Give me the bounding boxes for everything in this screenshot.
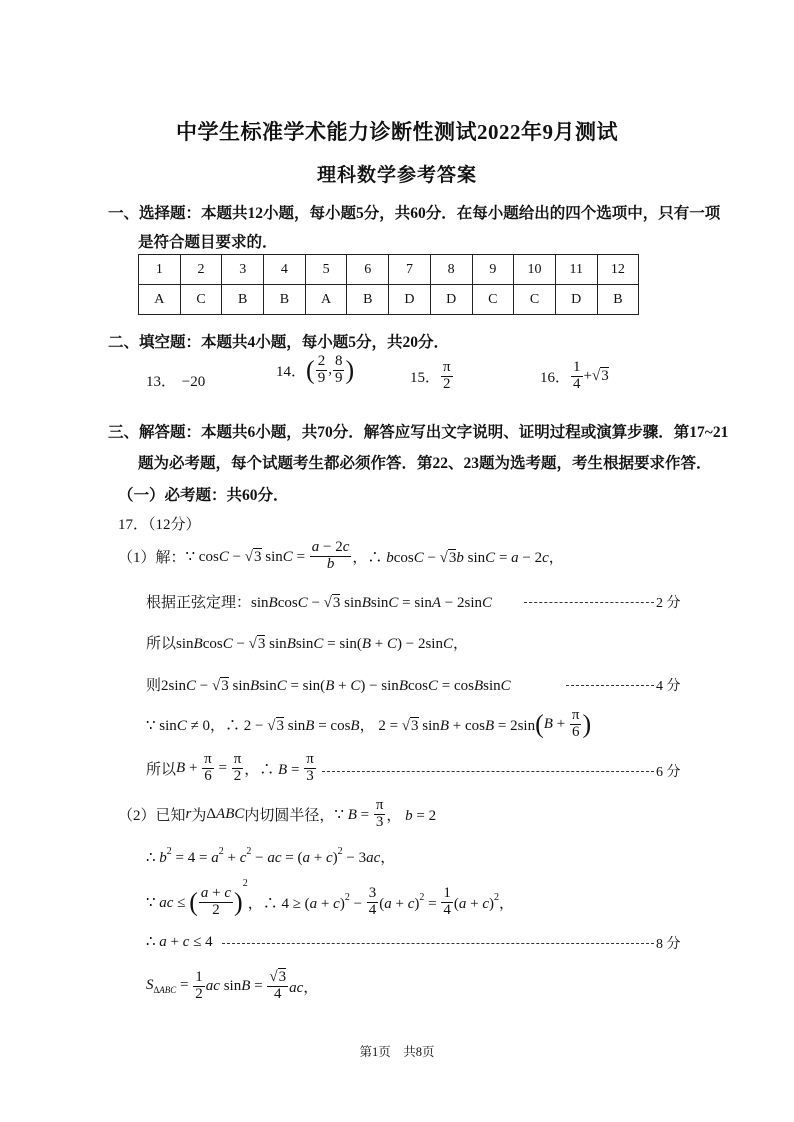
q16-label: 16．: [540, 369, 571, 386]
then-prefix: 则: [146, 678, 162, 694]
table-cell: 3: [222, 255, 264, 285]
q13-label: 13．: [146, 374, 177, 390]
solution-line-5: ∵ sinC ≠ 0，∴ 2 − √3 sinB = cosB， 2 = √3 sinB + cosB = 2sin(B + $\frac{\pi}{6}$ ): [146, 707, 592, 740]
table-row-answers: [139, 285, 639, 315]
section1-heading: 一、选择题：本题共12小题，每小题5分，共60分．在每小题给出的四个选项中，只有一项: [108, 205, 721, 222]
score-8: 8 分: [656, 937, 681, 952]
table-cell: 2: [180, 255, 222, 285]
solution-line-8: ∴ $b^2 = 4 = a^2 + c^2$ − ac = $(a + c)^2 - 3ac$，: [146, 846, 396, 866]
solution-line-1: （1）解：∵ cosC − √3 sinC = $\frac{a - 2c}{b}$ ，∴ bcosC − √3b sinC = a − 2c，: [118, 539, 564, 572]
fill-answer-13: [146, 370, 205, 391]
part2-mid2: 内切圆半径，: [244, 807, 335, 824]
solution-line-7: （2）已知r为ΔABC内切圆半径，∵ B = $\frac{\pi}{3}$ ， b = 2: [118, 797, 437, 830]
solution-line-10: ∴ a + c ≤ 4: [146, 934, 213, 950]
so2-prefix: 所以: [146, 761, 177, 778]
table-cell: D: [430, 285, 472, 315]
table-cell: 5: [305, 255, 347, 285]
page-footer: 第1页 共8页: [359, 1045, 435, 1059]
leader-dots: [222, 943, 654, 944]
part2-prefix: （2）已知: [118, 807, 186, 824]
table-cell: 10: [514, 255, 556, 285]
solution-line-3: 所以sinBcosC − √3 sinBsinC = sin(B + C) − 2sinC，: [146, 636, 469, 652]
section2-heading: 二、填空题：本题共4小题，每小题5分，共20分．: [108, 334, 450, 351]
fill-answer-16: 16． $\frac{1}{4}$ +√3: [540, 359, 609, 392]
table-cell: 1: [139, 255, 181, 285]
table-cell: C: [514, 285, 556, 315]
q17-label: 17．（12分）: [118, 517, 201, 533]
page-title: 中学生标准学术能力诊断性测试2022年9月测试: [176, 120, 618, 144]
leader-dots: [524, 602, 654, 603]
table-cell: A: [139, 285, 181, 315]
part2-mid: 为: [191, 807, 207, 824]
table-cell: D: [555, 285, 597, 315]
q15-label: 15．: [410, 369, 441, 386]
table-cell: 8: [430, 255, 472, 285]
table-cell: B: [347, 285, 389, 315]
so-prefix: 所以: [146, 636, 177, 652]
solution-line-4: 则2sinC − √3 sinBsinC = sin(B + C) − sinBcosC = cosBsinC: [146, 678, 511, 694]
q14-label: 14．: [276, 363, 307, 380]
leader-dots: [322, 771, 654, 772]
q13-answer: −20: [181, 374, 206, 390]
table-cell: 4: [264, 255, 306, 285]
table-cell: 11: [555, 255, 597, 285]
section3-heading-cont: 题为必考题，每个试题考生都必须作答．第22、23题为选考题，考生根据要求作答．: [138, 455, 712, 472]
leader-dots: [566, 685, 654, 686]
score-6: 6 分: [656, 765, 681, 780]
score-2: 2 分: [656, 596, 681, 611]
part1-prefix: （1）解：: [118, 549, 186, 566]
table-cell: C: [472, 285, 514, 315]
table-cell: D: [389, 285, 431, 315]
score-4: 4 分: [656, 679, 681, 694]
choice-answer-table: [138, 254, 639, 315]
table-cell: B: [222, 285, 264, 315]
fill-answer-15: 15． $\frac{\pi}{2}$: [410, 359, 451, 392]
table-cell: A: [305, 285, 347, 315]
solution-line-9: ∵ ac ≤ ( $\frac{a + c}{2}$ )$^2$，∴ $4 \ge (a + c)^2$ − $\frac{3}{4}$ $(a + c)^2$ = $\frac{1}{4}$ $(a + c)^2$，: [146, 878, 515, 919]
section3-heading: 三、解答题：本题共6小题，共70分．解答应写出文字说明、证明过程或演算步骤．第17~21: [108, 424, 729, 441]
fill-answer-14: 14．( $\frac{2}{9}$ , $\frac{8}{9}$ ): [276, 353, 355, 386]
table-cell: 9: [472, 255, 514, 285]
table-cell: B: [597, 285, 639, 315]
sine-law-prefix: 根据正弦定理：: [146, 595, 252, 611]
section1-heading-cont: 是符合题目要求的．: [138, 234, 278, 251]
table-cell: 6: [347, 255, 389, 285]
table-row-numbers: [139, 255, 639, 285]
page-subtitle: 理科数学参考答案: [316, 165, 477, 186]
solution-line-6: 所以B + $\frac{\pi}{6}$ = $\frac{\pi}{2}$ ，∴ B = $\frac{\pi}{3}$: [146, 751, 314, 784]
table-cell: 7: [389, 255, 431, 285]
table-cell: 12: [597, 255, 639, 285]
solution-line-11: $S_{\Delta ABC}$ = $\frac{1}{2}$ ac sinB = $\frac{√3}{4}$ ac，: [146, 969, 319, 1002]
solution-line-2: 根据正弦定理：sinBcosC − √3 sinBsinC = sinA − 2sinC: [146, 595, 493, 611]
required-subheading: （一）必考题：共60分．: [118, 487, 289, 504]
table-cell: B: [264, 285, 306, 315]
table-cell: C: [180, 285, 222, 315]
